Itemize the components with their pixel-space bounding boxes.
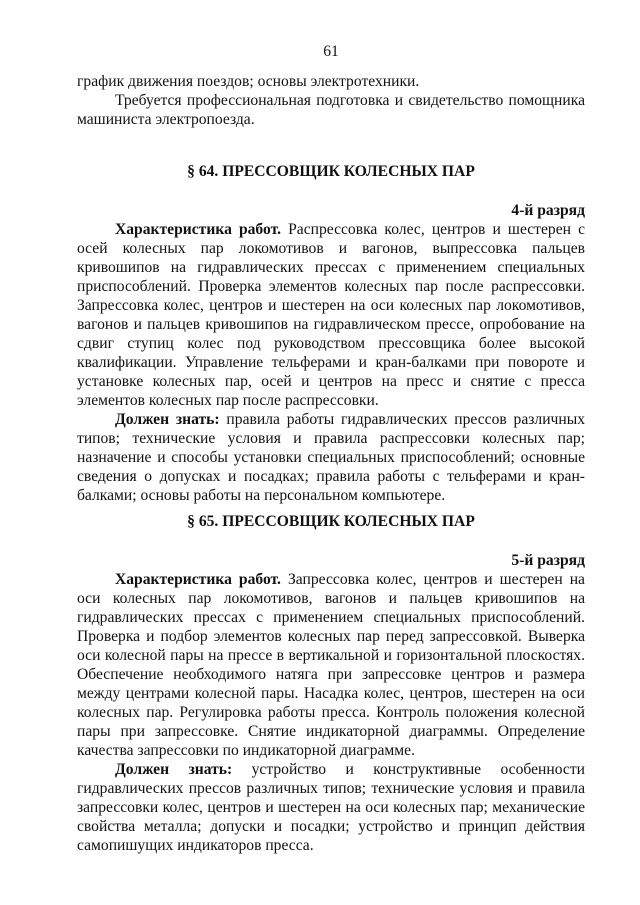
intro-block	[77, 72, 585, 129]
section-65	[77, 512, 585, 855]
page-number: 61	[323, 43, 339, 60]
must-know	[77, 410, 585, 505]
intro-requirement: Требуется профессиональная подготовка и свидетельство помощника машиниста электропоезда.	[77, 92, 585, 128]
must-know-label: Должен знать:	[115, 411, 220, 428]
must-know	[77, 760, 585, 855]
work-characteristics-label: Характеристика работ.	[115, 571, 281, 588]
work-characteristics-text: Запрессовка колес, центров и шестерен на оси колесных пар локомотивов, вагонов и пальцев кривошипов на гидравлических прессах с применением специальных приспособлений. Проверка и подбор элементов колесных пар перед запрессовкой. Выверка оси колесной пары на прессе в вертикальной и горизонтальной плоскостях. Обеспечение необходимого натяга при запрессовке центров и размера между центрами колесной пары. Насадка колес, центров, шестерен на оси колесных пар. Регулировка работы пресса. Контроль положения колесной пары при запрессовке. Снятие индикаторной диаграммы. Определение качества запрессовки по индикаторной диаграмме.	[77, 571, 585, 759]
must-know-text: устройство и конструктивные особенности гидравлических прессов различных типов; технические условия и правила запрессовки колес, центров и шестерен на оси колесных пар; механические свойства металла; допуски и посадки; устройство и принцип действия самопишущих индикаторов пресса.	[77, 761, 585, 854]
section-grade: 5-й разряд	[511, 552, 585, 569]
section-64	[77, 162, 585, 505]
work-characteristics-text: Распрессовка колес, центров и шестерен с осей колесных пар локомотивов и вагонов, выпрессовка пальцев кривошипов на гидравлических прессах с применением специальных приспособлений. Проверка элементов колесных пар после распрессовки. Запрессовка колес, центров и шестерен на оси колесных пар локомотивов, вагонов и пальцев кривошипов на гидравлическом прессе, опробование на сдвиг ступиц колес под руководством прессовщика более высокой квалификации. Управление тельферами и кран-балками при повороте и установке колесных пар, осей и центров на пресс и снятие с пресса элементов колесных пар после распрессовки.	[77, 221, 585, 409]
must-know-label: Должен знать:	[115, 761, 233, 778]
must-know-text: правила работы гидравлических прессов различных типов; технические условия и правила распрессовки колесных пар; назначение и способы установки специальных приспособлений; основные сведения о допусках и посадках; правила работы с тельферами и кран-балками; основы работы на персональном компьютере.	[77, 411, 585, 504]
section-title: § 64. ПРЕССОВЩИК КОЛЕСНЫХ ПАР	[187, 163, 475, 180]
section-title: § 65. ПРЕССОВЩИК КОЛЕСНЫХ ПАР	[187, 513, 475, 530]
section-grade: 4-й разряд	[511, 202, 585, 219]
work-characteristics-label: Характеристика работ.	[115, 221, 281, 238]
intro-continuation: график движения поездов; основы электротехники.	[77, 73, 420, 90]
work-characteristics	[77, 570, 585, 760]
work-characteristics	[77, 220, 585, 410]
